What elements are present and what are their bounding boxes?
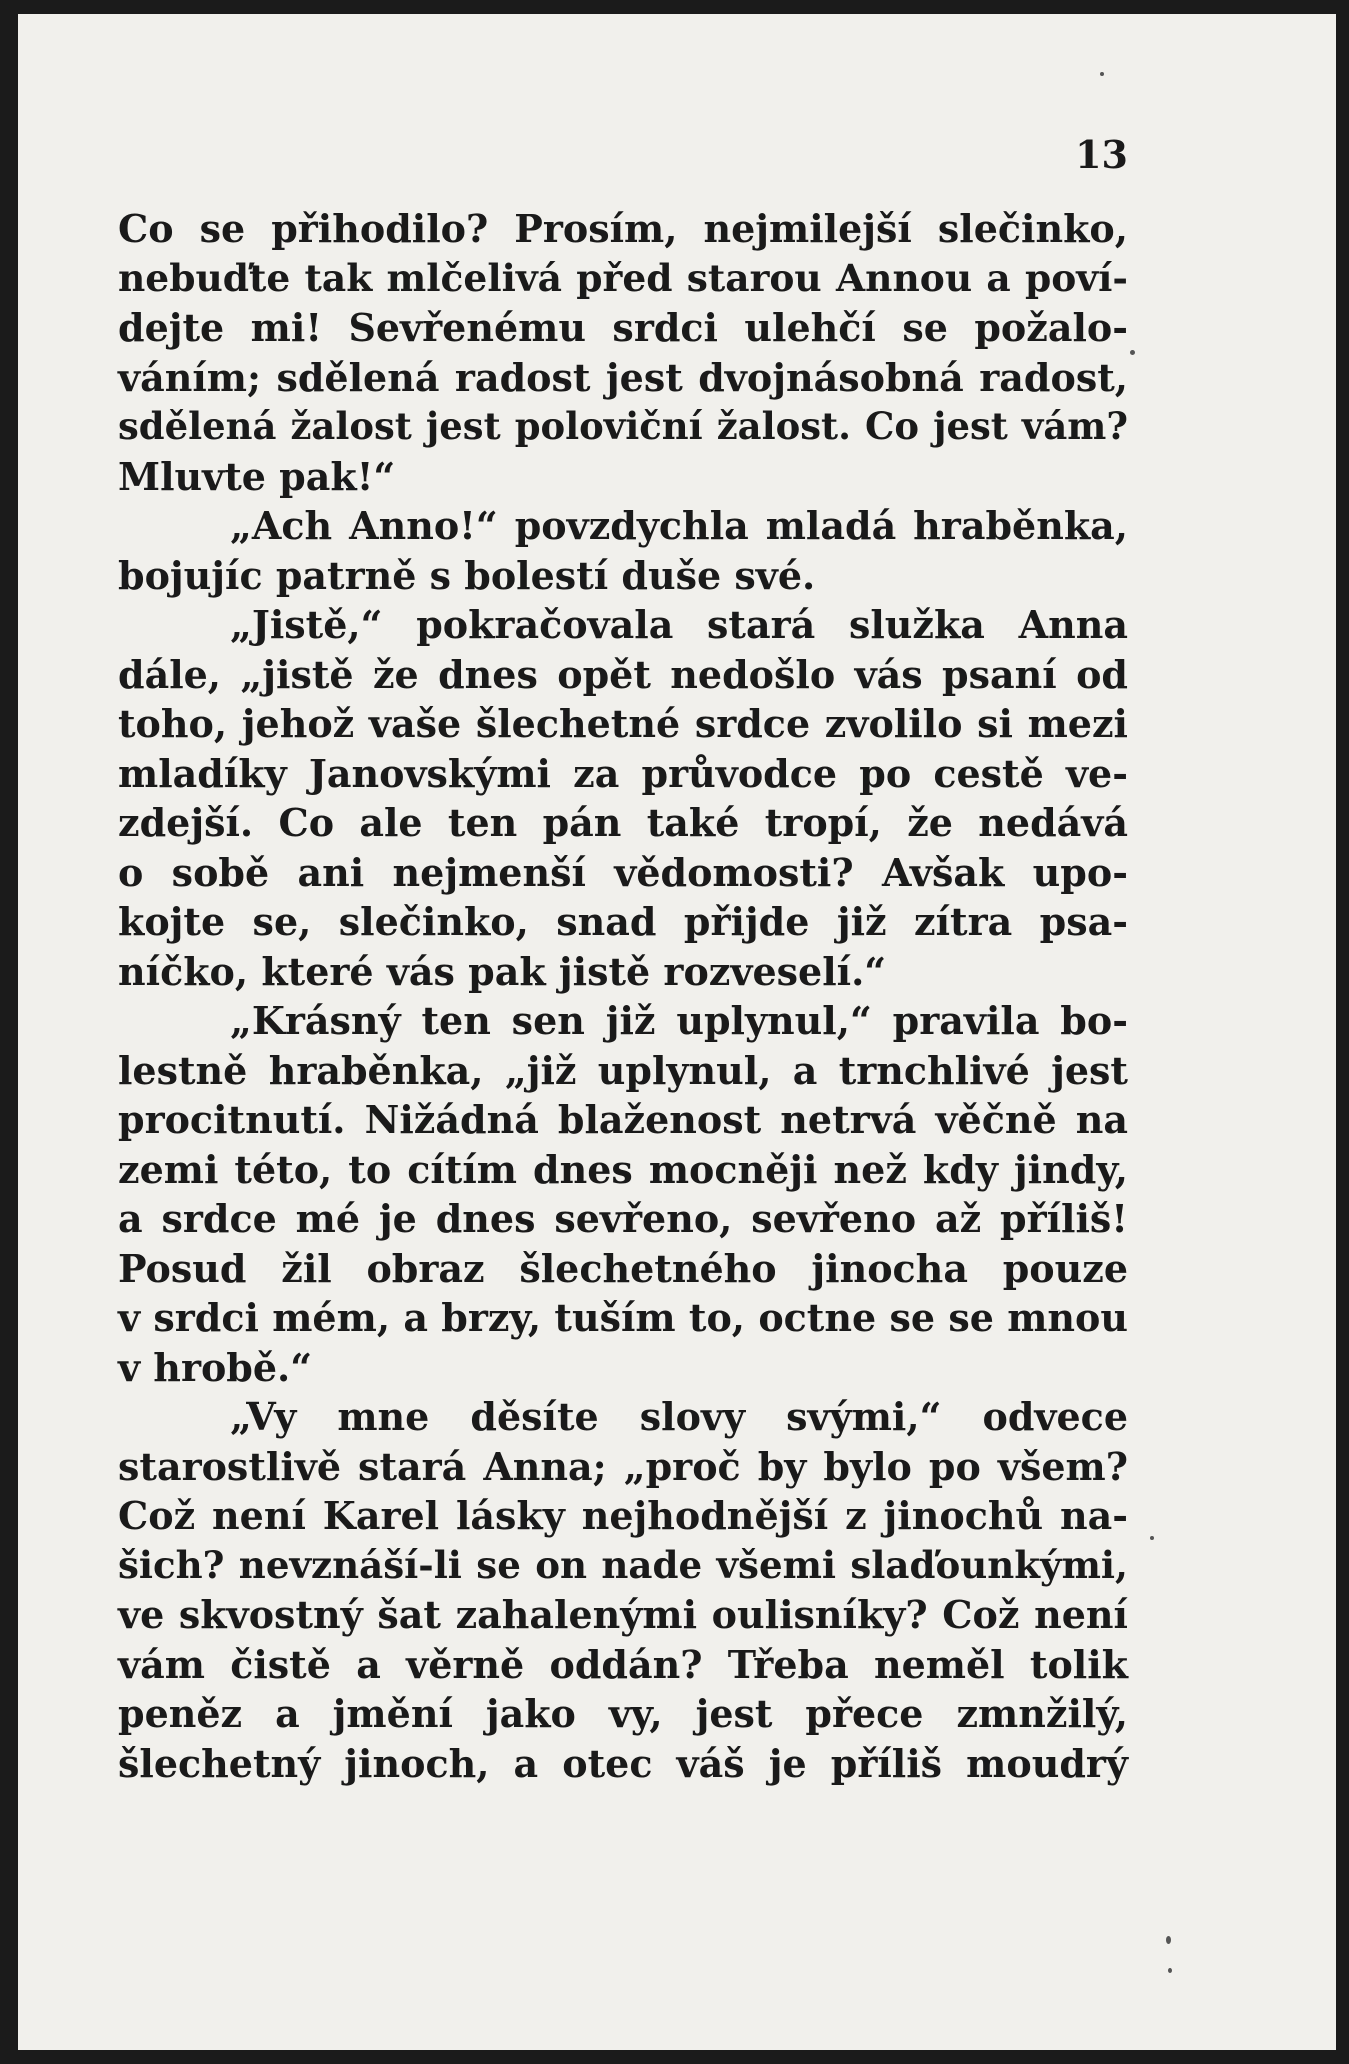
text-line: „Krásný ten sen již uplynul,“ pravila bo- (230, 998, 1128, 1043)
text-line: dále, „jistě že dnes opět nedošlo vás psaní od (118, 651, 1128, 697)
paper-speck (1100, 72, 1104, 76)
text-line: Což není Karel lásky nejhodnější z jinochů na- (118, 1493, 1128, 1538)
text-line: Mluvte pak!“ (118, 453, 396, 499)
text-line: zdejší. Co ale ten pán také tropí, že nedává (118, 800, 1128, 845)
text-line: bojujíc patrně s bolestí duše své. (118, 552, 816, 598)
paper-speck (1168, 1968, 1172, 1973)
text-line: dejte mi! Sevřenému srdci ulehčí se požalo- (118, 305, 1128, 350)
paper-speck (1150, 1536, 1154, 1540)
text-line: mladíky Janovskými za průvodce po cestě ve- (118, 750, 1128, 796)
body-text (118, 204, 1128, 1788)
text-line: šlechetný jinoch, a otec váš je příliš moudrý (118, 1740, 1128, 1786)
text-line: nebuďte tak mlčelivá před starou Annou a poví- (118, 255, 1128, 300)
text-line: v hrobě.“ (118, 1344, 313, 1390)
text-line: ve skvostný šat zahalenými oulisníky? Což není (118, 1592, 1128, 1637)
text-line: procitnutí. Nižádná blaženost netrvá věčně na (118, 1097, 1128, 1142)
text-line: šich? nevznáší-li se on nade všemi slaďounkými, (118, 1542, 1128, 1587)
text-line: Co se přihodilo? Prosím, nejmilejší slečinko, (118, 206, 1128, 251)
text-line: kojte se, slečinko, snad přijde již zítra psa- (118, 899, 1128, 944)
text-line: o sobě ani nejmenší vědomosti? Avšak upo- (118, 849, 1128, 895)
text-line: zemi této, to cítím dnes mocněji než kdy jindy, (118, 1146, 1128, 1192)
text-line: starostlivě stará Anna; „proč by bylo po všem? (118, 1443, 1128, 1489)
text-line: vám čistě a věrně oddán? Třeba neměl tolik (118, 1641, 1128, 1687)
text-line: lestně hraběnka, „již uplynul, a trnchlivé jest (118, 1047, 1128, 1093)
text-line: „Jistě,“ pokračovala stará služka Anna (230, 602, 1128, 647)
text-line: váním; sdělená radost jest dvojnásobná radost, (118, 354, 1128, 400)
paper-speck (1130, 350, 1135, 355)
text-line: peněz a jmění jako vy, jest přece zmnžilý, (118, 1691, 1128, 1736)
text-line: toho, jehož vaše šlechetné srdce zvolilo si mezi (118, 701, 1128, 746)
text-line: sdělená žalost jest poloviční žalost. Co jest vám? (118, 404, 1128, 448)
page-number: 13 (1075, 132, 1128, 177)
text-line: „Ach Anno!“ povzdychla mladá hraběnka, (230, 503, 1128, 548)
text-line: Posud žil obraz šlechetného jinocha pouze (118, 1245, 1128, 1291)
book-page (18, 14, 1336, 2050)
text-line: a srdce mé je dnes sevřeno, sevřeno až příliš! (118, 1196, 1128, 1241)
text-line: „Vy mne děsíte slovy svými,“ odvece (230, 1394, 1128, 1439)
text-line: níčko, které vás pak jistě rozveselí.“ (118, 948, 887, 994)
text-line: v srdci mém, a brzy, tuším to, octne se se mnou (118, 1295, 1128, 1340)
paper-speck (1166, 1936, 1171, 1944)
